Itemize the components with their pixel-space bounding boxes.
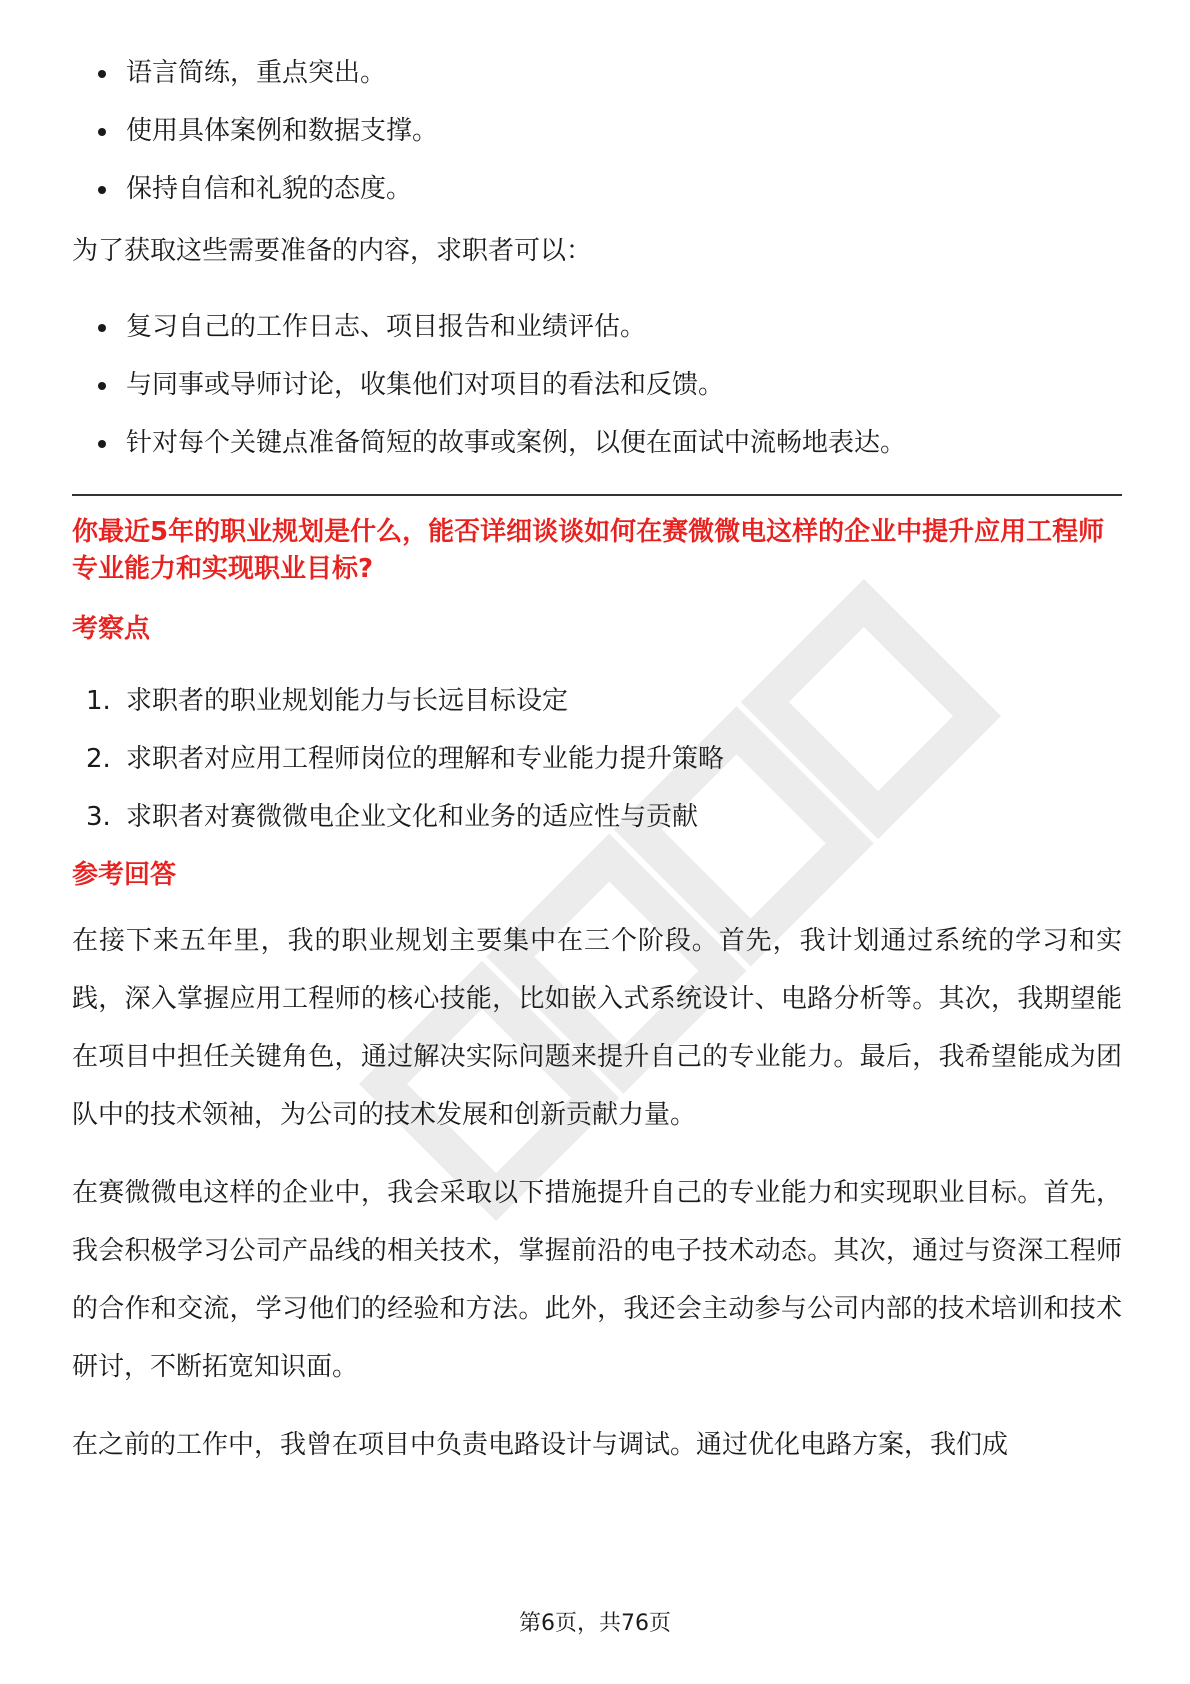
item-text: 求职者对赛微微电企业文化和业务的适应性与贡献 [126, 802, 699, 832]
answer-paragraph: 在接下来五年里，我的职业规划主要集中在三个阶段。首先，我计划通过系统的学习和实践，深入掌握应用工程师的核心技能，比如嵌入式系统设计、电路分析等。其次，我期望能在项目中担任关键角色，通过解决实际问题来提升自己的专业能力。最后，我希望能成为团队中的技术领袖，为公司的技术发展和创新贡献力量。 [72, 926, 1122, 1130]
list-item [72, 800, 1122, 834]
list-item: 保持自信和礼貌的态度。 [72, 172, 1122, 206]
section-divider [72, 494, 1122, 496]
list-item: 语言简练，重点突出。 [72, 56, 1122, 90]
answer-paragraph: 在赛微微电这样的企业中，我会采取以下措施提升自己的专业能力和实现职业目标。首先，我会积极学习公司产品线的相关技术，掌握前沿的电子技术动态。其次，通过与资深工程师的合作和交流，学习他们的经验和方法。此外，我还会主动参与公司内部的技术培训和技术研讨，不断拓宽知识面。 [72, 1178, 1122, 1382]
tips-list [72, 56, 1122, 206]
item-text: 求职者对应用工程师岗位的理解和专业能力提升策略 [126, 744, 725, 774]
checkpoints-list [72, 684, 1122, 834]
prep-intro: 为了获取这些需要准备的内容，求职者可以： [72, 236, 593, 266]
item-number: 1. [86, 686, 111, 716]
list-item: 使用具体案例和数据支撑。 [72, 114, 1122, 148]
item-text: 求职者的职业规划能力与长远目标设定 [126, 686, 569, 716]
answer-paragraph: 在之前的工作中，我曾在项目中负责电路设计与调试。通过优化电路方案，我们成 [72, 1430, 1009, 1460]
prep-list [72, 310, 1122, 460]
list-item [72, 684, 1122, 718]
answer-heading: 参考回答 [72, 860, 177, 890]
page-content [72, 56, 1122, 1474]
page-number: 第6页，共76页 [519, 1611, 671, 1636]
question-heading: 你最近5年的职业规划是什么，能否详细谈谈如何在赛微微电这样的企业中提升应用工程师专业能力和实现职业目标? [72, 517, 1105, 584]
item-number: 3. [86, 802, 111, 832]
list-item [72, 742, 1122, 776]
list-item: 与同事或导师讨论，收集他们对项目的看法和反馈。 [72, 368, 1122, 402]
checkpoints-heading: 考察点 [72, 614, 151, 644]
list-item: 针对每个关键点准备简短的故事或案例，以便在面试中流畅地表达。 [72, 426, 1122, 460]
list-item: 复习自己的工作日志、项目报告和业绩评估。 [72, 310, 1122, 344]
item-number: 2. [86, 744, 111, 774]
